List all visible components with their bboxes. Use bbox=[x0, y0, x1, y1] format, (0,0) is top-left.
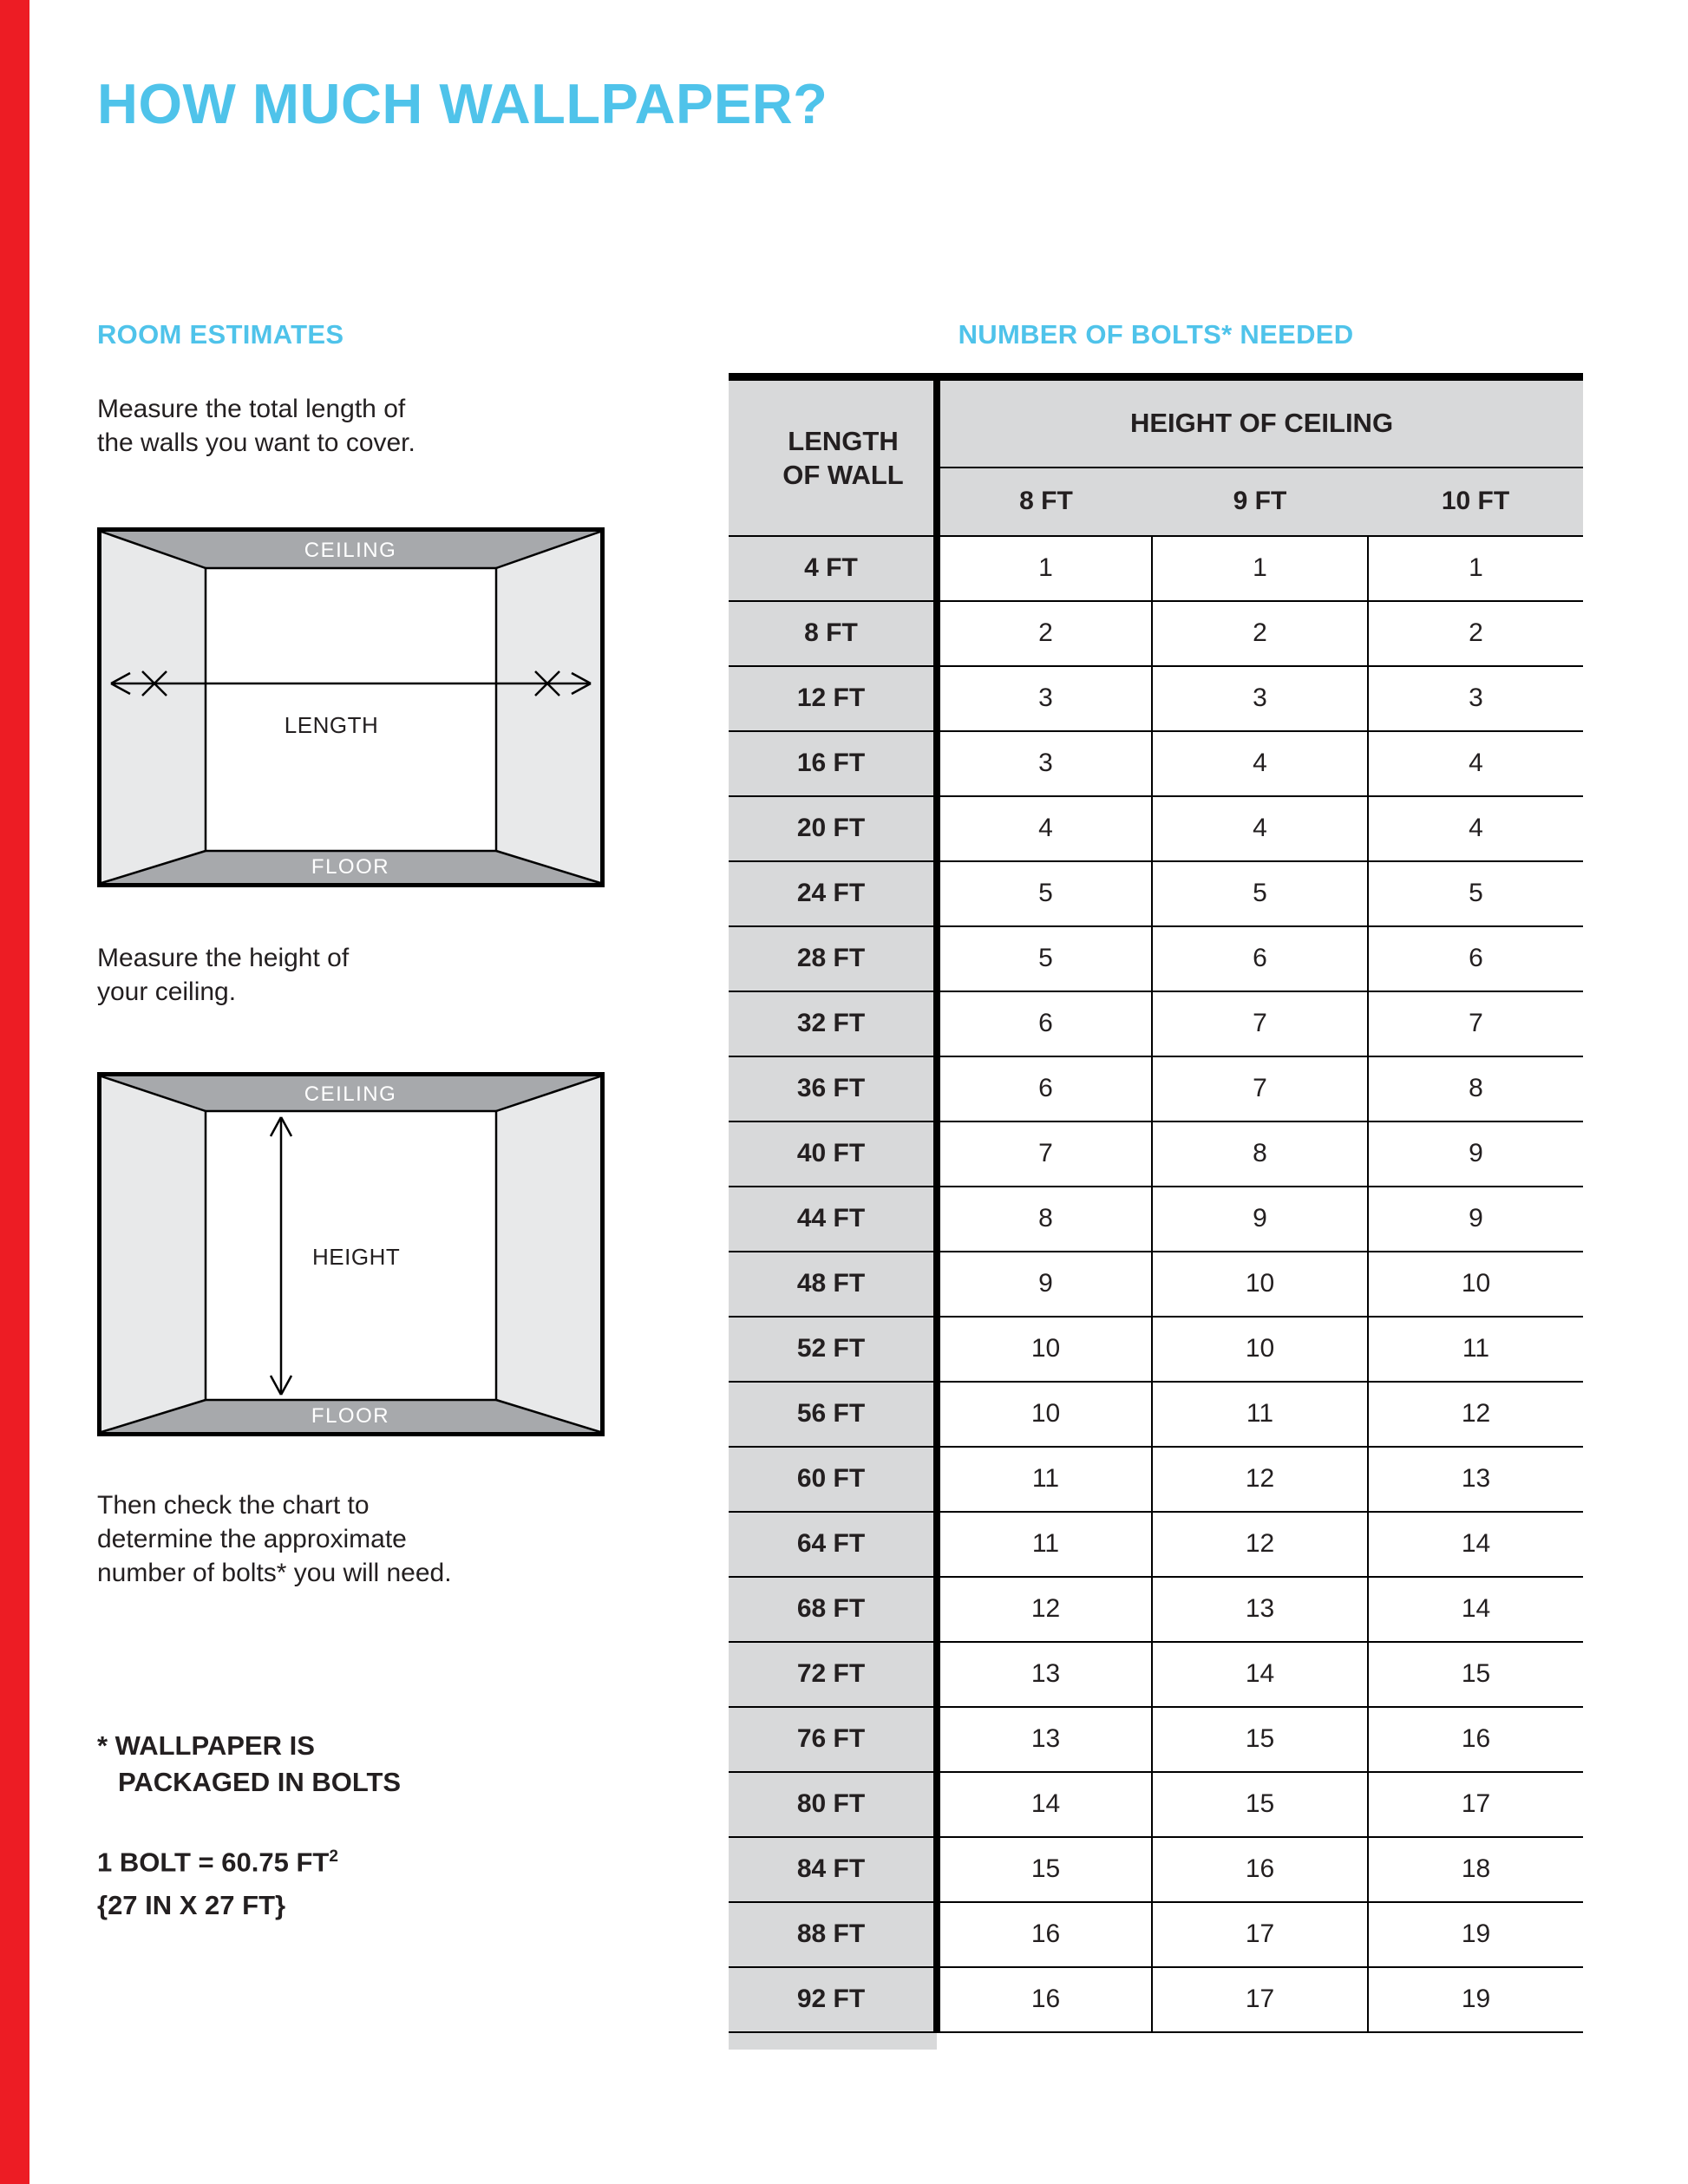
row-value: 11 bbox=[1368, 1317, 1583, 1382]
row-label: 24 FT bbox=[729, 861, 937, 926]
table-row bbox=[729, 991, 1583, 1056]
row-value: 2 bbox=[937, 601, 1152, 666]
table-row bbox=[729, 1967, 1583, 2032]
row-label: 76 FT bbox=[729, 1707, 937, 1772]
row-value: 4 bbox=[1152, 731, 1368, 796]
row-value: 17 bbox=[1152, 1902, 1368, 1967]
bolt-size-info bbox=[97, 1835, 338, 1927]
row-value: 13 bbox=[1368, 1447, 1583, 1512]
row-label: 16 FT bbox=[729, 731, 937, 796]
table-row bbox=[729, 1902, 1583, 1967]
row-value: 2 bbox=[1152, 601, 1368, 666]
length-label: LENGTH bbox=[284, 712, 379, 738]
row-value: 8 bbox=[1368, 1056, 1583, 1121]
footnote-line2: PACKAGED IN BOLTS bbox=[118, 1767, 402, 1797]
room-length-diagram bbox=[97, 527, 605, 887]
row-value: 12 bbox=[1368, 1382, 1583, 1447]
table-row bbox=[729, 1056, 1583, 1121]
row-label: 56 FT bbox=[729, 1382, 937, 1447]
row-value: 10 bbox=[1152, 1317, 1368, 1382]
row-label: 12 FT bbox=[729, 666, 937, 731]
table-row bbox=[729, 731, 1583, 796]
row-value: 15 bbox=[1152, 1707, 1368, 1772]
bolts-table-body bbox=[729, 536, 1583, 2032]
row-value: 10 bbox=[1368, 1252, 1583, 1317]
instruction-chart-line1: Then check the chart to bbox=[97, 1491, 370, 1520]
row-label: 92 FT bbox=[729, 1967, 937, 2032]
row-value: 4 bbox=[1368, 731, 1583, 796]
bolt-size-superscript: 2 bbox=[329, 1847, 338, 1866]
length-of-wall-line2: OF WALL bbox=[782, 459, 904, 490]
row-label: 64 FT bbox=[729, 1512, 937, 1577]
length-of-wall-line1: LENGTH bbox=[788, 425, 899, 456]
row-value: 6 bbox=[937, 991, 1152, 1056]
row-value: 12 bbox=[1152, 1512, 1368, 1577]
row-label: 52 FT bbox=[729, 1317, 937, 1382]
table-row bbox=[729, 601, 1583, 666]
row-value: 19 bbox=[1368, 1967, 1583, 2032]
length-of-wall-header bbox=[729, 377, 937, 536]
page-title: HOW MUCH WALLPAPER? bbox=[97, 72, 828, 135]
instruction-height-line2: your ceiling. bbox=[97, 978, 237, 1006]
row-value: 7 bbox=[1152, 1056, 1368, 1121]
row-label: 36 FT bbox=[729, 1056, 937, 1121]
back-wall bbox=[206, 568, 496, 851]
row-value: 16 bbox=[1368, 1707, 1583, 1772]
table-footer-row bbox=[729, 2032, 1583, 2050]
row-value: 3 bbox=[937, 731, 1152, 796]
row-value: 15 bbox=[937, 1837, 1152, 1902]
col-header-8ft: 8 FT bbox=[937, 468, 1152, 536]
table-row bbox=[729, 1577, 1583, 1642]
table-row bbox=[729, 1252, 1583, 1317]
row-value: 3 bbox=[1152, 666, 1368, 731]
table-row bbox=[729, 1772, 1583, 1837]
row-value: 1 bbox=[1368, 536, 1583, 601]
row-value: 11 bbox=[937, 1447, 1152, 1512]
row-value: 1 bbox=[937, 536, 1152, 601]
row-value: 5 bbox=[1152, 861, 1368, 926]
instruction-chart-line3: number of bolts* you will need. bbox=[97, 1559, 452, 1587]
table-row bbox=[729, 1512, 1583, 1577]
row-label: 84 FT bbox=[729, 1837, 937, 1902]
row-value: 7 bbox=[937, 1121, 1152, 1187]
row-value: 7 bbox=[1368, 991, 1583, 1056]
table-footer-stub bbox=[729, 2032, 937, 2050]
bolt-size-line bbox=[97, 1835, 338, 1884]
table-row bbox=[729, 536, 1583, 601]
row-value: 18 bbox=[1368, 1837, 1583, 1902]
instruction-height-line1: Measure the height of bbox=[97, 944, 350, 972]
row-value: 3 bbox=[1368, 666, 1583, 731]
table-row bbox=[729, 861, 1583, 926]
row-value: 5 bbox=[937, 861, 1152, 926]
row-value: 6 bbox=[1152, 926, 1368, 991]
row-value: 9 bbox=[1368, 1187, 1583, 1252]
row-label: 20 FT bbox=[729, 796, 937, 861]
row-value: 4 bbox=[1152, 796, 1368, 861]
row-label: 48 FT bbox=[729, 1252, 937, 1317]
row-value: 9 bbox=[937, 1252, 1152, 1317]
instruction-length-text bbox=[97, 392, 415, 460]
row-value: 13 bbox=[937, 1707, 1152, 1772]
row-label: 88 FT bbox=[729, 1902, 937, 1967]
row-value: 10 bbox=[937, 1317, 1152, 1382]
row-value: 17 bbox=[1368, 1772, 1583, 1837]
row-value: 9 bbox=[1368, 1121, 1583, 1187]
row-label: 32 FT bbox=[729, 991, 937, 1056]
row-value: 8 bbox=[937, 1187, 1152, 1252]
row-value: 14 bbox=[1368, 1512, 1583, 1577]
row-label: 72 FT bbox=[729, 1642, 937, 1707]
row-value: 11 bbox=[1152, 1382, 1368, 1447]
table-header-row-1 bbox=[729, 377, 1583, 468]
footnote-line1: * WALLPAPER IS bbox=[97, 1730, 315, 1761]
instruction-chart-text bbox=[97, 1488, 452, 1590]
row-value: 9 bbox=[1152, 1187, 1368, 1252]
row-value: 5 bbox=[1368, 861, 1583, 926]
table-footer-empty bbox=[937, 2032, 1583, 2050]
bolt-footnote bbox=[97, 1728, 401, 1801]
room-estimates-heading: ROOM ESTIMATES bbox=[97, 319, 344, 350]
table-row bbox=[729, 796, 1583, 861]
table-row bbox=[729, 666, 1583, 731]
col-header-9ft: 9 FT bbox=[1152, 468, 1368, 536]
row-value: 11 bbox=[937, 1512, 1152, 1577]
row-label: 44 FT bbox=[729, 1187, 937, 1252]
bolts-table-wrap bbox=[729, 373, 1583, 2050]
row-label: 8 FT bbox=[729, 601, 937, 666]
floor-label: FLOOR bbox=[311, 1404, 390, 1428]
row-value: 19 bbox=[1368, 1902, 1583, 1967]
row-value: 5 bbox=[937, 926, 1152, 991]
row-value: 12 bbox=[937, 1577, 1152, 1642]
row-value: 14 bbox=[937, 1772, 1152, 1837]
height-of-ceiling-header: HEIGHT OF CEILING bbox=[937, 377, 1583, 468]
height-label: HEIGHT bbox=[312, 1244, 401, 1270]
row-value: 13 bbox=[937, 1642, 1152, 1707]
row-label: 60 FT bbox=[729, 1447, 937, 1512]
row-value: 6 bbox=[937, 1056, 1152, 1121]
row-value: 14 bbox=[1152, 1642, 1368, 1707]
instruction-length-line2: the walls you want to cover. bbox=[97, 428, 415, 457]
table-row bbox=[729, 926, 1583, 991]
room-height-diagram bbox=[97, 1072, 605, 1436]
table-row bbox=[729, 1382, 1583, 1447]
row-value: 1 bbox=[1152, 536, 1368, 601]
ceiling-label: CEILING bbox=[304, 539, 397, 562]
floor-label: FLOOR bbox=[311, 855, 390, 879]
row-value: 15 bbox=[1152, 1772, 1368, 1837]
row-value: 14 bbox=[1368, 1577, 1583, 1642]
row-label: 28 FT bbox=[729, 926, 937, 991]
row-value: 16 bbox=[937, 1902, 1152, 1967]
row-label: 40 FT bbox=[729, 1121, 937, 1187]
left-red-stripe bbox=[0, 0, 29, 2184]
row-value: 12 bbox=[1152, 1447, 1368, 1512]
instruction-length-line1: Measure the total length of bbox=[97, 395, 406, 423]
row-value: 3 bbox=[937, 666, 1152, 731]
col-header-10ft: 10 FT bbox=[1368, 468, 1583, 536]
row-value: 13 bbox=[1152, 1577, 1368, 1642]
row-value: 6 bbox=[1368, 926, 1583, 991]
row-label: 68 FT bbox=[729, 1577, 937, 1642]
ceiling-label: CEILING bbox=[304, 1082, 397, 1106]
bolt-dimensions-line: {27 IN X 27 FT} bbox=[97, 1890, 286, 1921]
bolts-table-heading: NUMBER OF BOLTS* NEEDED bbox=[958, 319, 1354, 350]
table-row bbox=[729, 1317, 1583, 1382]
table-row bbox=[729, 1187, 1583, 1252]
instruction-height-text bbox=[97, 941, 349, 1009]
bolts-table bbox=[729, 373, 1583, 2050]
row-value: 17 bbox=[1152, 1967, 1368, 2032]
row-value: 8 bbox=[1152, 1121, 1368, 1187]
row-value: 15 bbox=[1368, 1642, 1583, 1707]
row-value: 4 bbox=[1368, 796, 1583, 861]
bolt-size-text: 1 BOLT = 60.75 FT bbox=[97, 1847, 330, 1878]
table-row bbox=[729, 1837, 1583, 1902]
row-value: 16 bbox=[937, 1967, 1152, 2032]
row-label: 4 FT bbox=[729, 536, 937, 601]
row-value: 10 bbox=[1152, 1252, 1368, 1317]
row-value: 16 bbox=[1152, 1837, 1368, 1902]
row-value: 7 bbox=[1152, 991, 1368, 1056]
table-row bbox=[729, 1707, 1583, 1772]
table-row bbox=[729, 1642, 1583, 1707]
table-row bbox=[729, 1447, 1583, 1512]
row-value: 2 bbox=[1368, 601, 1583, 666]
instruction-chart-line2: determine the approximate bbox=[97, 1525, 407, 1553]
row-value: 4 bbox=[937, 796, 1152, 861]
table-row bbox=[729, 1121, 1583, 1187]
row-label: 80 FT bbox=[729, 1772, 937, 1837]
row-value: 10 bbox=[937, 1382, 1152, 1447]
